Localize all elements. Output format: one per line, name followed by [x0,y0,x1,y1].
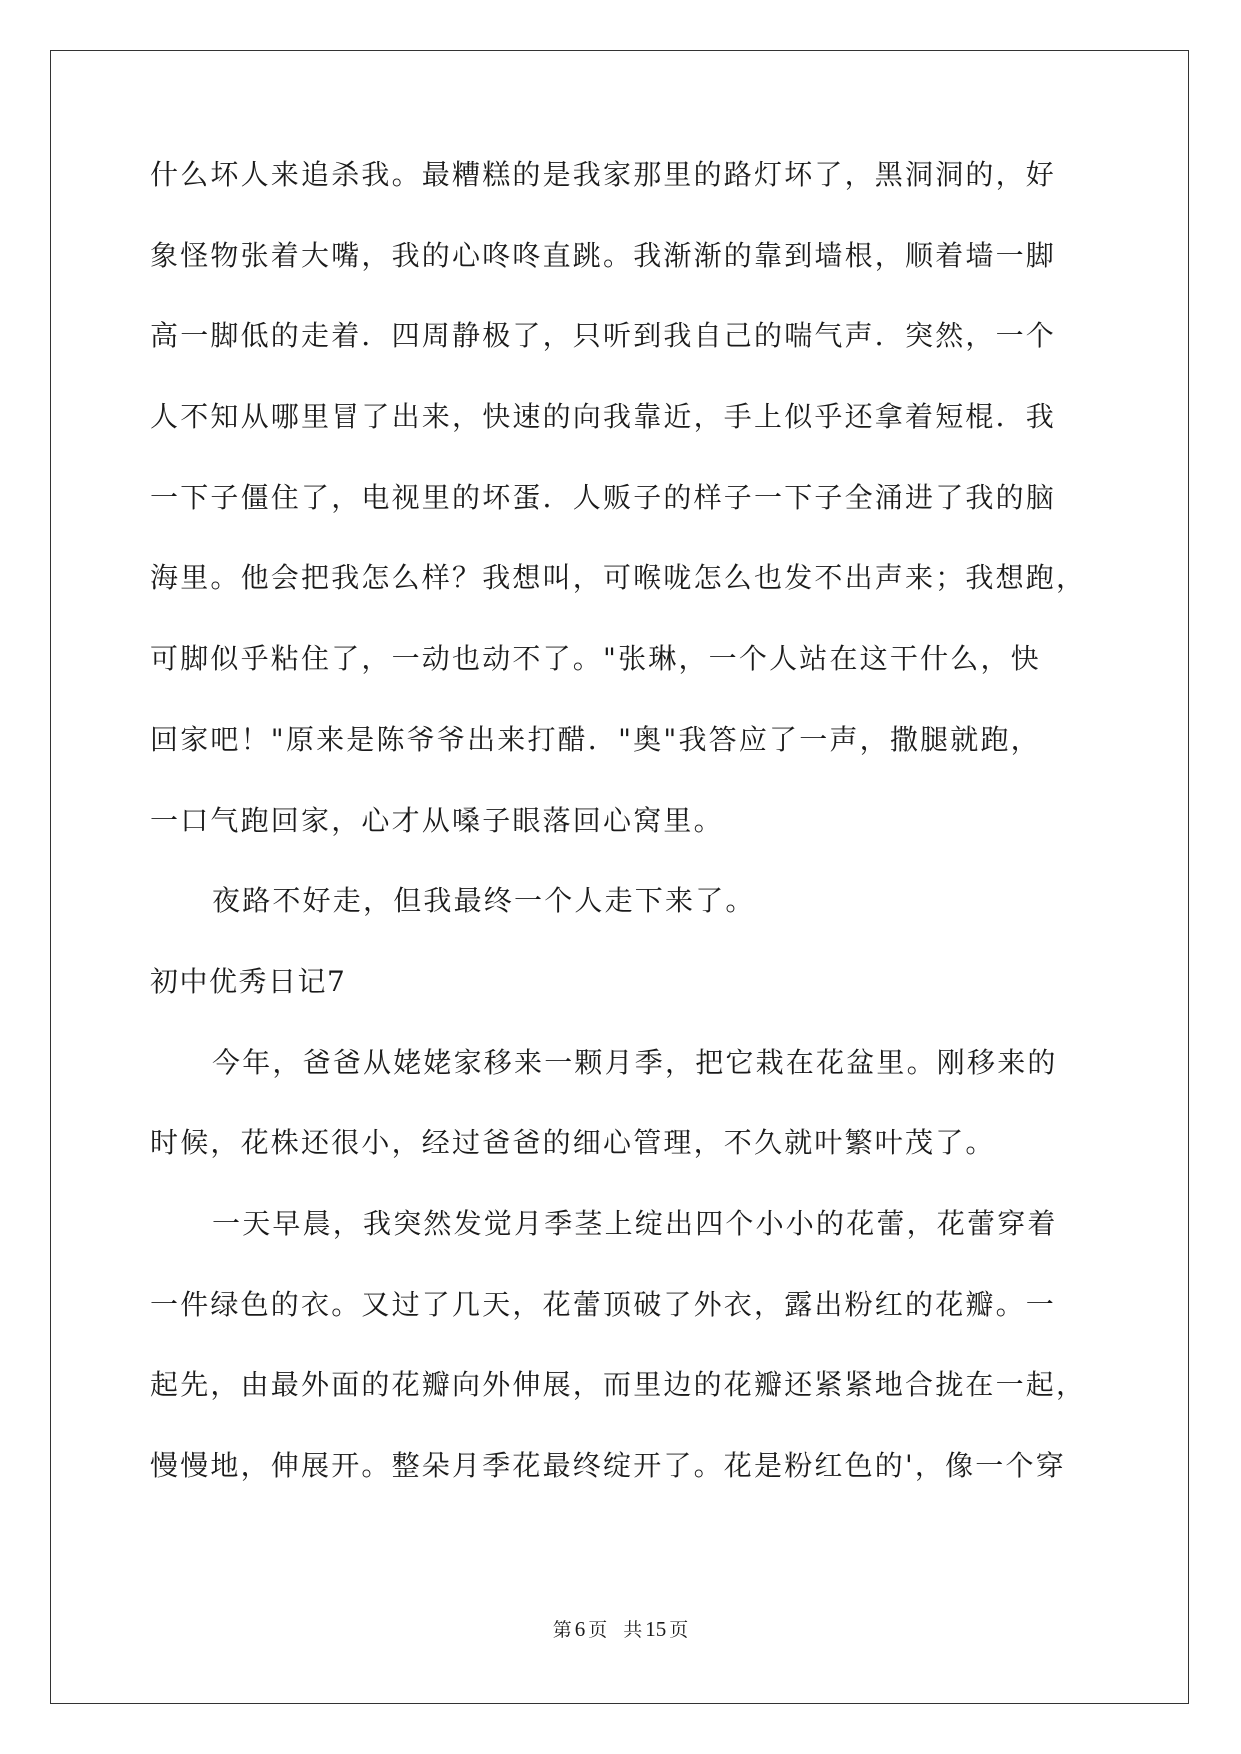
text-line: 慢慢地，伸展开。整朵月季花最终绽开了。花是粉红色的'，像一个穿 [150,1449,1066,1482]
text-line: 海里。他会把我怎么样？我想叫，可喉咙怎么也发不出声来；我想跑， [150,561,1087,595]
text-line: 人不知从哪里冒了出来，快速的向我靠近，手上似乎还拿着短棍．我 [150,400,1057,434]
text-line: 一件绿色的衣。又过了几天，花蕾顶破了外衣，露出粉红的花瓣。一 [150,1287,1057,1321]
text-line: 高一脚低的走着．四周静极了，只听到我自己的喘气声．突然，一个 [150,319,1057,353]
document-body [150,160,1090,1532]
footer-page-unit: 页 [588,1619,608,1641]
text-line: 可脚似乎粘住了，一动也动不了。"张琳，一个人站在这干什么，快 [150,642,1041,676]
text-line: 起先，由最外面的花瓣向外伸展，而里边的花瓣还紧紧地合拢在一起， [150,1368,1087,1402]
page-footer [0,1618,1241,1641]
footer-prefix: 第 [552,1619,572,1641]
text-line: 时候，花株还很小，经过爸爸的细心管理，不久就叶繁叶茂了。 [150,1126,996,1160]
paragraph-start-line: 一天早晨，我突然发觉月季茎上绽出四个小小的花蕾，花蕾穿着 [212,1206,1058,1240]
total-page-count: 15 [645,1617,667,1641]
text-line: 象怪物张着大嘴，我的心咚咚直跳。我渐渐的靠到墙根，顺着墙一脚 [150,238,1057,272]
section-heading: 初中优秀日记7 [150,964,347,998]
footer-total-prefix: 共 [623,1619,643,1641]
text-line: 回家吧！"原来是陈爷爷出来打醋．"奥"我答应了一声，撒腿就跑， [150,722,1041,756]
paragraph-start-line: 今年，爸爸从姥姥家移来一颗月季，把它栽在花盆里。刚移来的 [212,1045,1058,1079]
text-line: 一口气跑回家，心才从嗓子眼落回心窝里。 [150,803,724,837]
text-line: 什么坏人来追杀我。最糟糕的是我家那里的路灯坏了，黑洞洞的，好 [150,158,1057,191]
text-line: 一下子僵住了，电视里的坏蛋．人贩子的样子一下子全涌进了我的脑 [150,480,1057,514]
current-page-number: 6 [574,1617,586,1641]
paragraph-start-line: 夜路不好走，但我最终一个人走下来了。 [212,884,756,918]
footer-total-unit: 页 [669,1619,689,1641]
